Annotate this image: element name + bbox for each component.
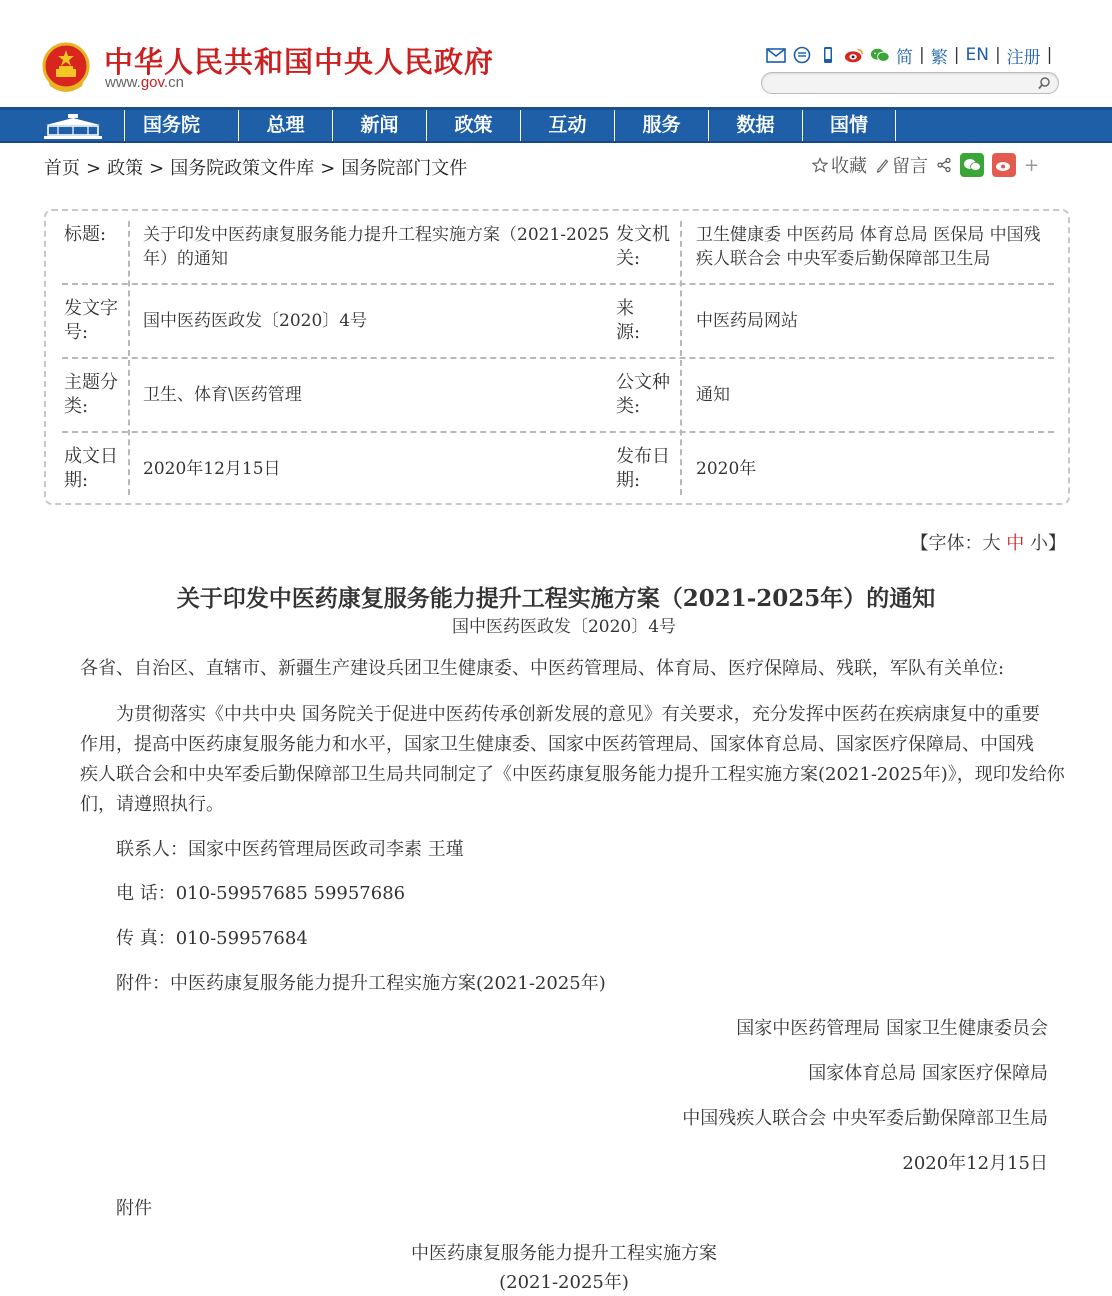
font-size-switcher bbox=[911, 529, 1066, 555]
nav-premier[interactable]: 总理 bbox=[238, 110, 332, 141]
breadcrumb-policy-library[interactable]: 国务院政策文件库 bbox=[170, 158, 315, 179]
body-line-1: 为贯彻落实《中共中央 国务院关于促进中医药传承创新发展的意见》有关要求，充分发挥中医药在疾病康复中的重要 bbox=[116, 704, 1040, 725]
home-gate-icon[interactable] bbox=[40, 112, 106, 142]
contact-fax: 传 真：010-59957684 bbox=[116, 928, 308, 949]
search-input[interactable] bbox=[761, 72, 1059, 94]
register-link[interactable]: 注册 bbox=[1006, 47, 1041, 68]
more-icon[interactable]: + bbox=[1024, 154, 1040, 176]
breadcrumb-separator: > bbox=[149, 158, 165, 179]
info-label-written-date: 成文日期: bbox=[64, 446, 118, 491]
font-size-prefix: 【字体： bbox=[910, 533, 983, 554]
divider bbox=[62, 283, 1054, 285]
wechat-icon[interactable] bbox=[870, 45, 890, 65]
star-icon bbox=[812, 157, 828, 173]
attachment-heading: 附件 bbox=[116, 1198, 152, 1219]
breadcrumb bbox=[44, 154, 467, 180]
mail-icon[interactable] bbox=[766, 45, 786, 65]
national-emblem-icon[interactable] bbox=[42, 42, 90, 94]
info-label-source: 来源: bbox=[616, 298, 641, 343]
nav-policy[interactable]: 政策 bbox=[426, 110, 520, 141]
info-value-source: 中医药局网站 bbox=[696, 311, 798, 331]
lang-simplified[interactable]: 简 bbox=[896, 47, 913, 68]
font-size-large[interactable]: 大 bbox=[982, 533, 1001, 554]
site-title[interactable]: 中华人民共和国中央人民政府 bbox=[104, 45, 495, 79]
info-label-doctype: 公文种类: bbox=[616, 372, 670, 417]
breadcrumb-department-docs[interactable]: 国务院部门文件 bbox=[341, 158, 468, 179]
weibo-share-icon[interactable] bbox=[992, 153, 1016, 177]
pencil-icon bbox=[875, 157, 889, 173]
lang-traditional[interactable]: 繁 bbox=[930, 47, 948, 68]
body-line-2: 作用，提高中医药康复服务能力和水平，国家卫生健康委、国家中医药管理局、国家体育总局、国家医疗保障局、中国残 bbox=[80, 734, 1034, 755]
nav-national-info[interactable]: 国情 bbox=[802, 110, 896, 141]
info-value-written-date: 2020年12月15日 bbox=[143, 459, 281, 479]
site-header bbox=[0, 0, 1112, 107]
comment-label: 留言 bbox=[892, 156, 928, 177]
divider bbox=[680, 221, 682, 495]
search-icon[interactable] bbox=[1037, 76, 1052, 91]
info-value-issuer: 卫生健康委 中医药局 体育总局 医保局 中国残疾人联合会 中央军委后勤保障部卫生局 bbox=[696, 225, 1041, 269]
favorite-button[interactable] bbox=[812, 152, 867, 178]
font-size-medium[interactable]: 中 bbox=[1006, 533, 1025, 554]
comment-button[interactable] bbox=[875, 152, 928, 178]
document-info-panel bbox=[44, 209, 1070, 505]
info-label-docno: 发文字号: bbox=[64, 298, 118, 343]
mobile-icon[interactable] bbox=[818, 45, 838, 65]
font-size-suffix: 】 bbox=[1048, 533, 1066, 554]
info-value-doctype: 通知 bbox=[696, 385, 730, 405]
header-tools bbox=[766, 44, 1052, 66]
document-number: 国中医药医政发〔2020〕4号 bbox=[451, 617, 677, 637]
info-value-topic: 卫生、体育\医药管理 bbox=[143, 385, 302, 405]
body-line-4: 们，请遵照执行。 bbox=[80, 794, 224, 815]
lang-english[interactable]: EN bbox=[965, 45, 989, 65]
weibo-icon[interactable] bbox=[844, 45, 864, 65]
divider: | bbox=[994, 45, 1001, 65]
divider: | bbox=[919, 45, 925, 65]
info-value-title: 关于印发中医药康复服务能力提升工程实施方案（2021-2025年）的通知 bbox=[143, 225, 610, 269]
breadcrumb-home[interactable]: 首页 bbox=[44, 158, 80, 179]
breadcrumb-separator: > bbox=[86, 158, 102, 179]
document-title: 关于印发中医药康复服务能力提升工程实施方案（2021-2025年）的通知 bbox=[176, 585, 936, 612]
contact-person: 联系人：国家中医药管理局医政司李素 王瑾 bbox=[116, 839, 464, 860]
nav-interaction[interactable]: 互动 bbox=[520, 110, 614, 141]
body-line-3: 疾人联合会和中央军委后勤保障部卫生局共同制定了《中医药康复服务能力提升工程实施方案(2021-2025年)》，现印发给你 bbox=[80, 764, 1065, 785]
info-label-publish-date: 发布日期: bbox=[616, 446, 670, 491]
info-value-publish-date: 2020年 bbox=[696, 459, 757, 479]
addressee: 各省、自治区、直辖市、新疆生产建设兵团卫生健康委、中医药管理局、体育局、医疗保障局、残联，军队有关单位: bbox=[80, 658, 1005, 679]
page-actions bbox=[812, 152, 1039, 178]
signature-date: 2020年12月15日 bbox=[902, 1153, 1048, 1174]
wechat-share-icon[interactable] bbox=[960, 153, 984, 177]
font-size-small[interactable]: 小 bbox=[1030, 533, 1048, 554]
divider: | bbox=[1046, 45, 1053, 65]
info-label-topic: 主题分类: bbox=[64, 372, 118, 417]
nav-data[interactable]: 数据 bbox=[708, 110, 802, 141]
divider: | bbox=[953, 45, 960, 65]
divider bbox=[62, 357, 1054, 359]
message-icon[interactable] bbox=[792, 45, 812, 65]
nav-services[interactable]: 服务 bbox=[614, 110, 708, 141]
favorite-label: 收藏 bbox=[831, 156, 867, 177]
divider bbox=[62, 431, 1054, 433]
site-domain[interactable]: www.gov.cn bbox=[105, 74, 184, 91]
annex-years: (2021-2025年) bbox=[499, 1272, 629, 1293]
info-label-issuer: 发文机关: bbox=[616, 224, 670, 269]
breadcrumb-separator: > bbox=[320, 158, 336, 179]
info-value-docno: 国中医药医政发〔2020〕4号 bbox=[143, 311, 368, 331]
divider bbox=[128, 221, 130, 495]
share-button[interactable] bbox=[936, 157, 952, 173]
signature-line-3: 中国残疾人联合会 中央军委后勤保障部卫生局 bbox=[682, 1108, 1048, 1129]
annex-title: 中医药康复服务能力提升工程实施方案 bbox=[411, 1243, 717, 1264]
main-nav bbox=[0, 107, 1112, 143]
nav-news[interactable]: 新闻 bbox=[332, 110, 426, 141]
breadcrumb-policy[interactable]: 政策 bbox=[107, 158, 144, 179]
nav-state-council[interactable]: 国务院 bbox=[124, 110, 218, 141]
share-icon bbox=[936, 157, 952, 173]
signature-line-1: 国家中医药管理局 国家卫生健康委员会 bbox=[736, 1018, 1048, 1039]
attachment-link[interactable]: 附件：中医药康复服务能力提升工程实施方案(2021-2025年) bbox=[116, 973, 606, 994]
contact-phone: 电 话：010-59957685 59957686 bbox=[116, 883, 406, 904]
info-label-title: 标题: bbox=[64, 224, 107, 245]
signature-line-2: 国家体育总局 国家医疗保障局 bbox=[808, 1063, 1048, 1084]
